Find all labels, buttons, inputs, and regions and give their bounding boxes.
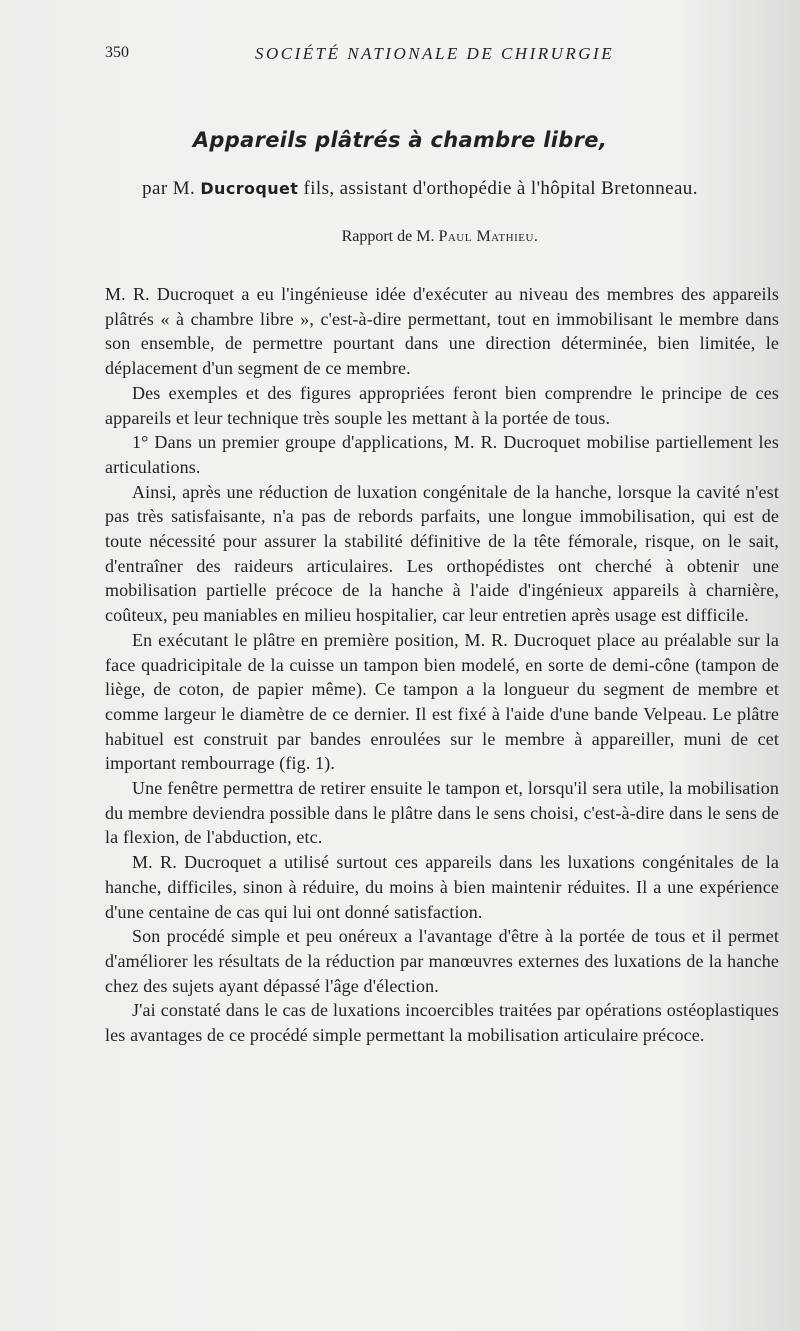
paragraph-9: J'ai constaté dans le cas de luxations incoercibles traitées par opérations ostéoplastiques les avantages de ce procédé simple permettant la mobilisation articulaire précoce. xyxy=(105,1000,779,1046)
paragraph-7: M. R. Ducroquet a utilisé surtout ces appareils dans les luxations congénitales de la hanche, difficiles, sinon à réduire, du moins à bien maintenir réduites. Il a une expérience d'une centaine de cas qui lui ont donné satisfaction. xyxy=(105,852,779,922)
page-number: 350 xyxy=(105,44,129,61)
article-title: Appareils plâtrés à chambre libre, xyxy=(192,128,608,152)
paragraph-6: Une fenêtre permettra de retirer ensuite le tampon et, lorsqu'il sera utile, la mobilisation du membre deviendra possible dans le plâtre dans le sens choisi, c'est-à-dire dans le sens de la flexion, de l'abduction, etc. xyxy=(105,778,779,848)
journal-title: SOCIÉTÉ NATIONALE DE CHIRURGIE xyxy=(255,44,615,63)
byline-prefix: par M. xyxy=(142,178,196,199)
paragraph-5: En exécutant le plâtre en première position, M. R. Ducroquet place au préalable sur la face quadricipitale de la cuisse un tampon bien modelé, en sorte de demi-cône (tampon de liège, de coton, de papier même). Ce tampon a la longueur du segment de membre et comme largeur le diamètre de ce dernier. Il est fixé à l'aide d'une bande Velpeau. Le plâtre habituel est construit par bandes enroulées sur le membre à appareiller, muni de cet important rembourrage (fig. 1). xyxy=(105,629,779,774)
paragraph-1: M. R. Ducroquet a eu l'ingénieuse idée d'exécuter au niveau des membres des appareils plâtrés « à chambre libre », c'est-à-dire permettant, tout en immobilisant le membre dans son ensemble, de permettre pourtant dans une direction déterminée, bien limitée, le déplacement d'un segment de ce membre. xyxy=(105,284,779,379)
body-text xyxy=(105,282,779,1048)
paragraph-8: Son procédé simple et peu onéreux a l'avantage d'être à la portée de tous et il permet d'améliorer les résultats de la réduction par manœuvres externes des luxations de la hanche chez des sujets ayant dépassé l'âge d'élection. xyxy=(105,926,779,996)
byline-suffix: fils, assistant d'orthopédie à l'hôpital Bretonneau. xyxy=(303,178,698,199)
author-name: Ducroquet xyxy=(200,179,299,198)
paragraph-3: 1° Dans un premier groupe d'applications, M. R. Ducroquet mobilise partiellement les articulations. xyxy=(105,432,779,477)
report-prefix: Rapport de M. xyxy=(341,228,435,245)
reporter-name: Paul Mathieu. xyxy=(438,228,539,245)
running-head xyxy=(105,44,755,68)
paragraph-4: Ainsi, après une réduction de luxation congénitale de la hanche, lorsque la cavité n'est pas très satisfaisante, n'a pas de rebords parfaits, une longue immobilisation, qui est de toute nécessité pour assurer la stabilité définitive de la tête fémorale, risque, on le sait, d'entraîner des raideurs articulaires. Les orthopédistes ont cherché à obtenir une mobilisation partielle précoce de la hanche à l'aide d'ingénieux appareils à charnière, coûteux, peu maniables en milieu hospitalier, car leur entretien après usage est difficile. xyxy=(105,481,779,626)
byline xyxy=(0,178,800,200)
report-line xyxy=(0,228,800,246)
paragraph-2: Des exemples et des figures appropriées feront bien comprendre le principe de ces appareils et leur technique très souple les mettant à la portée de tous. xyxy=(105,382,779,428)
